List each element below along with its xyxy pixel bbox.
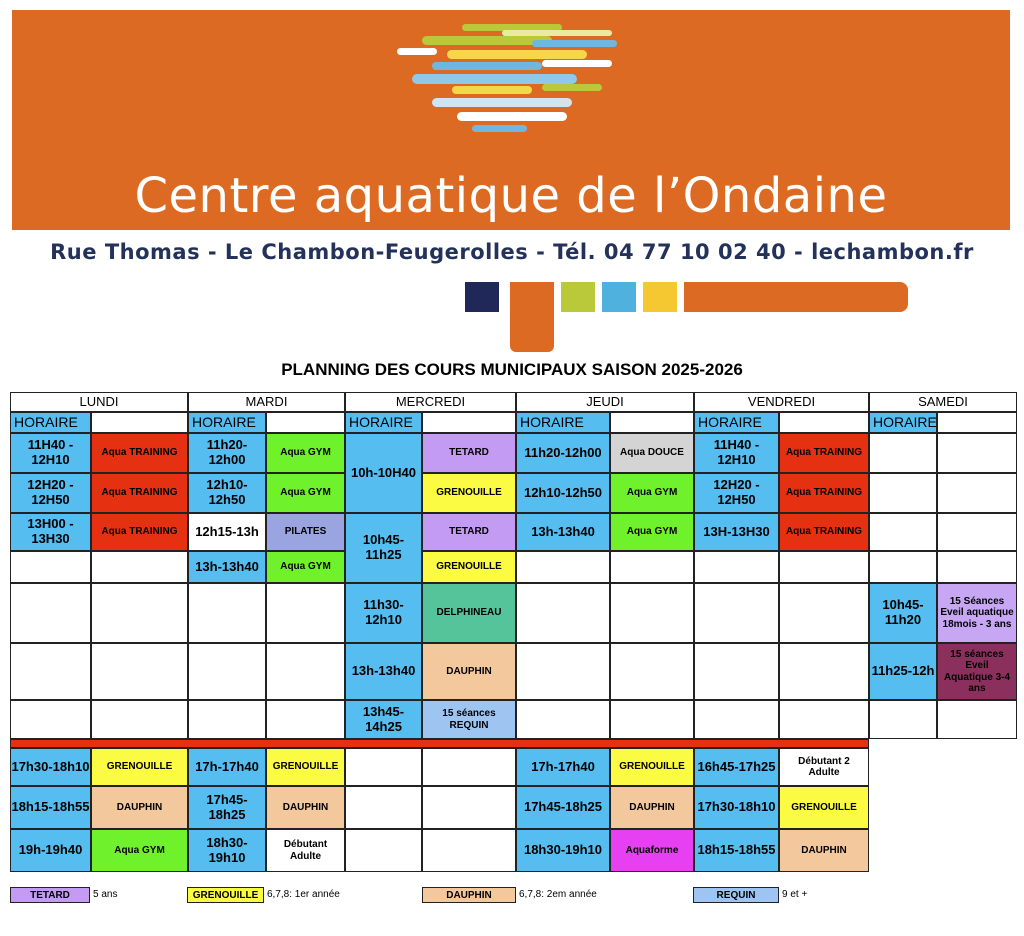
time-slot: 13h-13h40 (516, 513, 610, 551)
legend-dauphin: DAUPHIN (422, 887, 516, 903)
activity-cell: GRENOUILLE (610, 748, 694, 786)
activity-cell: Aqua DOUCE (610, 433, 694, 473)
activity-cell: GRENOUILLE (422, 473, 516, 513)
time-slot: 19h-19h40 (10, 829, 91, 872)
time-slot: 11h20-12h00 (188, 433, 266, 473)
horaire-header: HORAIRE (516, 412, 610, 433)
activity-cell: Aqua TRAINING (91, 513, 188, 551)
horaire-header: HORAIRE (869, 412, 937, 433)
activity-cell: Débutant Adulte (266, 829, 345, 872)
activity-cell: Aqua TRAINING (91, 473, 188, 513)
activity-cell: Aqua GYM (266, 473, 345, 513)
activity-cell: Aqua TRAINING (779, 473, 869, 513)
schedule-table (10, 392, 1017, 872)
time-slot: 17h45-18h25 (188, 786, 266, 829)
activity-cell: Aqua GYM (266, 433, 345, 473)
time-slot: 10h45-11h25 (345, 513, 422, 583)
time-slot: 11h30-12h10 (345, 583, 422, 643)
activity-cell: DAUPHIN (91, 786, 188, 829)
time-slot: 13h-13h40 (188, 551, 266, 583)
time-slot: 13H00 - 13H30 (10, 513, 91, 551)
day-header-samedi: SAMEDI (869, 392, 1017, 412)
activity-cell: DAUPHIN (266, 786, 345, 829)
legend-tetard-desc: 5 ans (93, 889, 118, 900)
time-slot: 12h15-13h (188, 513, 266, 551)
horaire-header: HORAIRE (188, 412, 266, 433)
activity-cell: Aqua TRAINING (91, 433, 188, 473)
horaire-header: HORAIRE (345, 412, 422, 433)
legend-requin: REQUIN (693, 887, 779, 903)
activity-cell: DAUPHIN (422, 643, 516, 700)
activity-cell: Aqua GYM (266, 551, 345, 583)
time-slot: 12H20 - 12H50 (694, 473, 779, 513)
activity-cell: DELPHINEAU (422, 583, 516, 643)
time-slot: 11H40 - 12H10 (694, 433, 779, 473)
activity-cell: TETARD (422, 513, 516, 551)
legend-dauphin-desc: 6,7,8: 2em année (519, 889, 597, 900)
activity-cell: Aqua TRAINING (779, 513, 869, 551)
activity-cell: Aqua TRAINING (779, 433, 869, 473)
planning-title: PLANNING DES COURS MUNICIPAUX SAISON 2025-2026 (281, 360, 743, 379)
time-slot: 18h15-18h55 (694, 829, 779, 872)
day-header-jeudi: JEUDI (516, 392, 694, 412)
activity-cell: PILATES (266, 513, 345, 551)
activity-cell: GRENOUILLE (91, 748, 188, 786)
activity-cell: Aqua GYM (91, 829, 188, 872)
banner-title: Centre aquatique de l’Ondaine (134, 168, 888, 224)
time-slot: 13H-13H30 (694, 513, 779, 551)
activity-cell: Aquaforme (610, 829, 694, 872)
activity-cell: Aqua GYM (610, 473, 694, 513)
legend-grenouille-desc: 6,7,8: 1er année (267, 889, 340, 900)
activity-cell: 15 séances Eveil Aquatique 3-4 ans (937, 643, 1017, 700)
time-slot: 12H20 - 12H50 (10, 473, 91, 513)
activity-cell: DAUPHIN (610, 786, 694, 829)
horaire-header: HORAIRE (694, 412, 779, 433)
color-squares-decoration (465, 282, 915, 352)
time-slot: 11h25-12h (869, 643, 937, 700)
time-slot: 13h45-14h25 (345, 700, 422, 739)
legend-grenouille: GRENOUILLE (187, 887, 264, 903)
time-slot: 17h-17h40 (188, 748, 266, 786)
legend-tetard: TETARD (10, 887, 90, 903)
activity-cell: TETARD (422, 433, 516, 473)
header-banner (12, 10, 1010, 230)
address-line: Rue Thomas - Le Chambon-Feugerolles - Tél. 04 77 10 02 40 - lechambon.fr (50, 240, 974, 264)
time-slot: 17h30-18h10 (10, 748, 91, 786)
activity-cell: Aqua GYM (610, 513, 694, 551)
time-slot: 11h20-12h00 (516, 433, 610, 473)
separator-bar (10, 739, 869, 748)
time-slot: 17h45-18h25 (516, 786, 610, 829)
legend-requin-desc: 9 et + (782, 889, 808, 900)
activity-cell: Débutant 2 Adulte (779, 748, 869, 786)
time-slot: 17h-17h40 (516, 748, 610, 786)
horaire-header: HORAIRE (10, 412, 91, 433)
centre-aquatique-logo (392, 20, 632, 135)
day-header-mercredi: MERCREDI (345, 392, 516, 412)
activity-cell: 15 Séances Eveil aquatique 18mois - 3 ans (937, 583, 1017, 643)
activity-cell: GRENOUILLE (266, 748, 345, 786)
time-slot: 11H40 - 12H10 (10, 433, 91, 473)
time-slot: 18h15-18h55 (10, 786, 91, 829)
time-slot: 17h30-18h10 (694, 786, 779, 829)
day-header-vendredi: VENDREDI (694, 392, 869, 412)
day-header-mardi: MARDI (188, 392, 345, 412)
time-slot: 10h45-11h20 (869, 583, 937, 643)
time-slot: 18h30-19h10 (516, 829, 610, 872)
time-slot: 12h10-12h50 (188, 473, 266, 513)
time-slot: 12h10-12h50 (516, 473, 610, 513)
day-header-lundi: LUNDI (10, 392, 188, 412)
time-slot: 18h30-19h10 (188, 829, 266, 872)
time-slot: 16h45-17h25 (694, 748, 779, 786)
time-slot: 13h-13h40 (345, 643, 422, 700)
activity-cell: 15 séances REQUIN (422, 700, 516, 739)
time-slot: 10h-10H40 (345, 433, 422, 513)
activity-cell: GRENOUILLE (779, 786, 869, 829)
activity-cell: DAUPHIN (779, 829, 869, 872)
activity-cell: GRENOUILLE (422, 551, 516, 583)
